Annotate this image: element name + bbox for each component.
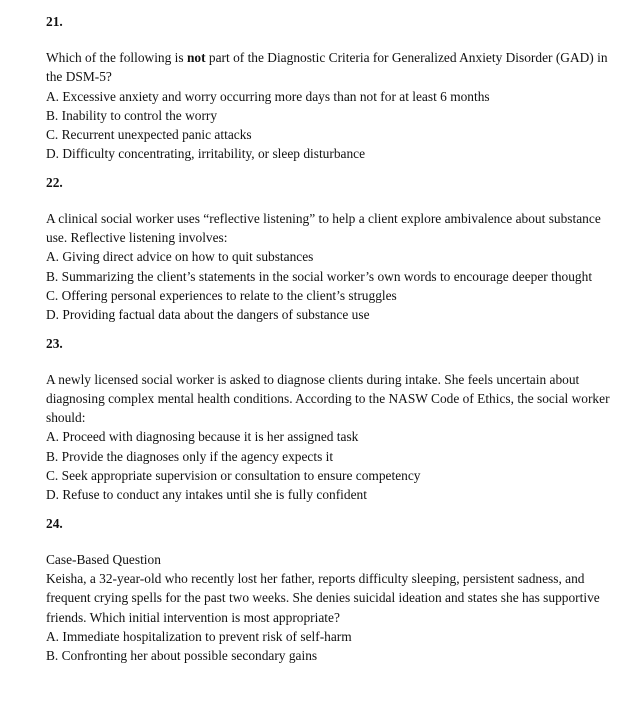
question-stem: A clinical social worker uses “reflective listening” to help a client explore ambivalence about substance use. Reflective listening involves: bbox=[46, 210, 601, 246]
question-24 bbox=[46, 514, 612, 666]
answer-option: D. Providing factual data about the dangers of substance use bbox=[46, 307, 370, 323]
answer-option: C. Recurrent unexpected panic attacks bbox=[46, 127, 252, 143]
document-page bbox=[46, 12, 612, 665]
question-stem: Which of the following is not part of the Diagnostic Criteria for Generalized Anxiety Disorder (GAD) in the DSM-5? bbox=[46, 50, 608, 85]
question-number: 22. bbox=[46, 174, 63, 190]
question-number: 23. bbox=[46, 335, 63, 351]
answer-option: A. Giving direct advice on how to quit substances bbox=[46, 249, 314, 265]
answer-option: B. Provide the diagnoses only if the agency expects it bbox=[46, 448, 334, 464]
question-23 bbox=[46, 334, 612, 505]
answer-option: D. Refuse to conduct any intakes until she is fully confident bbox=[46, 487, 367, 503]
answer-option: C. Seek appropriate supervision or consultation to ensure competency bbox=[46, 468, 421, 484]
answer-option: A. Immediate hospitalization to prevent risk of self-harm bbox=[46, 628, 352, 644]
answer-option: B. Confronting her about possible secondary gains bbox=[46, 648, 318, 664]
question-21 bbox=[46, 12, 612, 164]
question-stem: Keisha, a 32-year-old who recently lost her father, reports difficulty sleeping, persistent sadness, and frequent crying spells for the past two weeks. She denies suicidal ideation and states she has supportive friends. Which initial intervention is most appropriate? bbox=[46, 570, 600, 625]
question-number: 24. bbox=[46, 515, 63, 531]
question-label: Case-Based Question bbox=[46, 551, 161, 567]
answer-option: D. Difficulty concentrating, irritability, or sleep disturbance bbox=[46, 146, 366, 162]
emphasis-not: not bbox=[186, 50, 206, 65]
answer-option: B. Summarizing the client’s statements in the social worker’s own words to encourage deeper thought bbox=[46, 268, 593, 284]
answer-option: A. Proceed with diagnosing because it is her assigned task bbox=[46, 429, 359, 445]
question-number: 21. bbox=[46, 14, 63, 29]
answer-option: C. Offering personal experiences to relate to the client’s struggles bbox=[46, 287, 397, 303]
answer-option: A. Excessive anxiety and worry occurring more days than not for at least 6 months bbox=[46, 88, 490, 104]
answer-option: B. Inability to control the worry bbox=[46, 107, 218, 123]
question-22 bbox=[46, 173, 612, 325]
question-stem: A newly licensed social worker is asked to diagnose clients during intake. She feels uncertain about diagnosing complex mental health conditions. According to the NASW Code of Ethics, the social worker should: bbox=[46, 371, 610, 426]
